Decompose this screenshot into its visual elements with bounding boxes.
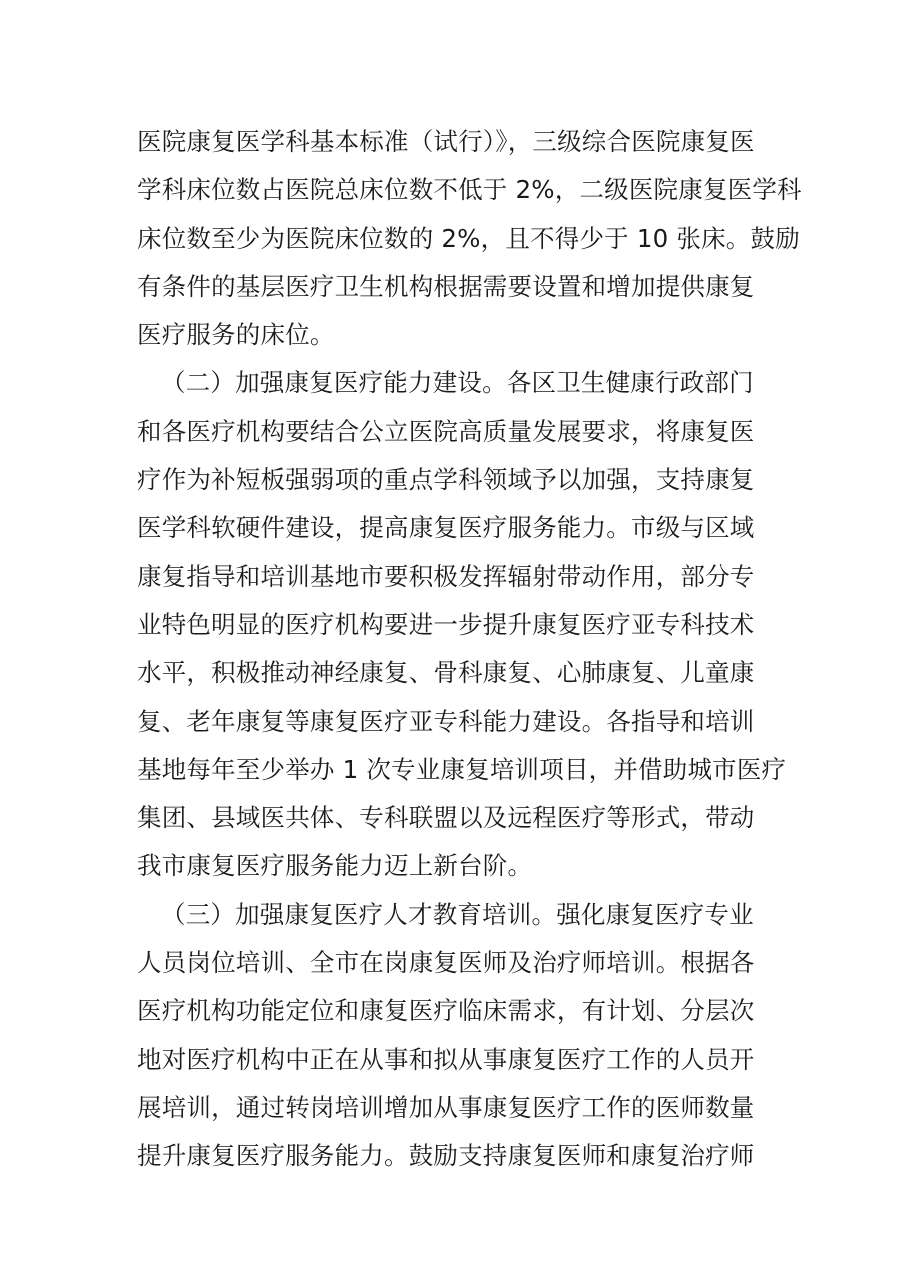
paragraph-bed-standards (137, 118, 802, 359)
text-line: 基地每年至少举办 1 次专业康复培训项目，并借助城市医疗 (137, 754, 787, 784)
paragraph-talent-training (137, 891, 777, 1181)
text-line: 学科床位数占医院总床位数不低于 2%，二级医院康复医学科 (137, 175, 802, 205)
text-line: 复、老年康复等康复医疗亚专科能力建设。各指导和培训 (137, 706, 755, 736)
text-line: 疗作为补短板强弱项的重点学科领域予以加强，支持康复 (137, 465, 755, 495)
body-text (137, 118, 802, 1181)
text-line: 展培训，通过转岗培训增加从事康复医疗工作的医师数量 (137, 1092, 755, 1122)
text-line: 和各医疗机构要结合公立医院高质量发展要求，将康复医 (137, 416, 755, 446)
text-line: 业特色明显的医疗机构要进一步提升康复医疗亚专科技术 (137, 609, 755, 639)
text-line: 提升康复医疗服务能力。鼓励支持康复医师和康复治疗师 (137, 1141, 755, 1171)
text-line: 我市康复医疗服务能力迈上新台阶。 (137, 851, 533, 881)
text-line: 医疗机构功能定位和康复医疗临床需求，有计划、分层次 (137, 996, 755, 1026)
text-line: 有条件的基层医疗卫生机构根据需要设置和增加提供康复 (137, 271, 755, 301)
text-line: 床位数至少为医院床位数的 2%，且不得少于 10 张床。鼓励 (137, 223, 800, 253)
text-line: （二）加强康复医疗能力建设。各区卫生健康行政部门 (161, 368, 754, 398)
text-line: 地对医疗机构中正在从事和拟从事康复医疗工作的人员开 (137, 1044, 755, 1074)
text-line: （三）加强康复医疗人才教育培训。强化康复医疗专业 (161, 899, 754, 929)
text-line: 康复指导和培训基地市要积极发挥辐射带动作用，部分专 (137, 561, 755, 591)
text-line: 医疗服务的床位。 (137, 320, 335, 350)
text-line: 集团、县域医共体、专科联盟以及远程医疗等形式，带动 (137, 803, 755, 833)
text-line: 水平，积极推动神经康复、骨科康复、心肺康复、儿童康 (137, 658, 755, 688)
paragraph-capacity-building (137, 359, 787, 890)
text-line: 人员岗位培训、全市在岗康复医师及治疗师培训。根据各 (137, 948, 755, 978)
text-line: 医学科软硬件建设，提高康复医疗服务能力。市级与区域 (137, 513, 755, 543)
text-line: 医院康复医学科基本标准（试行）》，三级综合医院康复医 (137, 127, 755, 156)
